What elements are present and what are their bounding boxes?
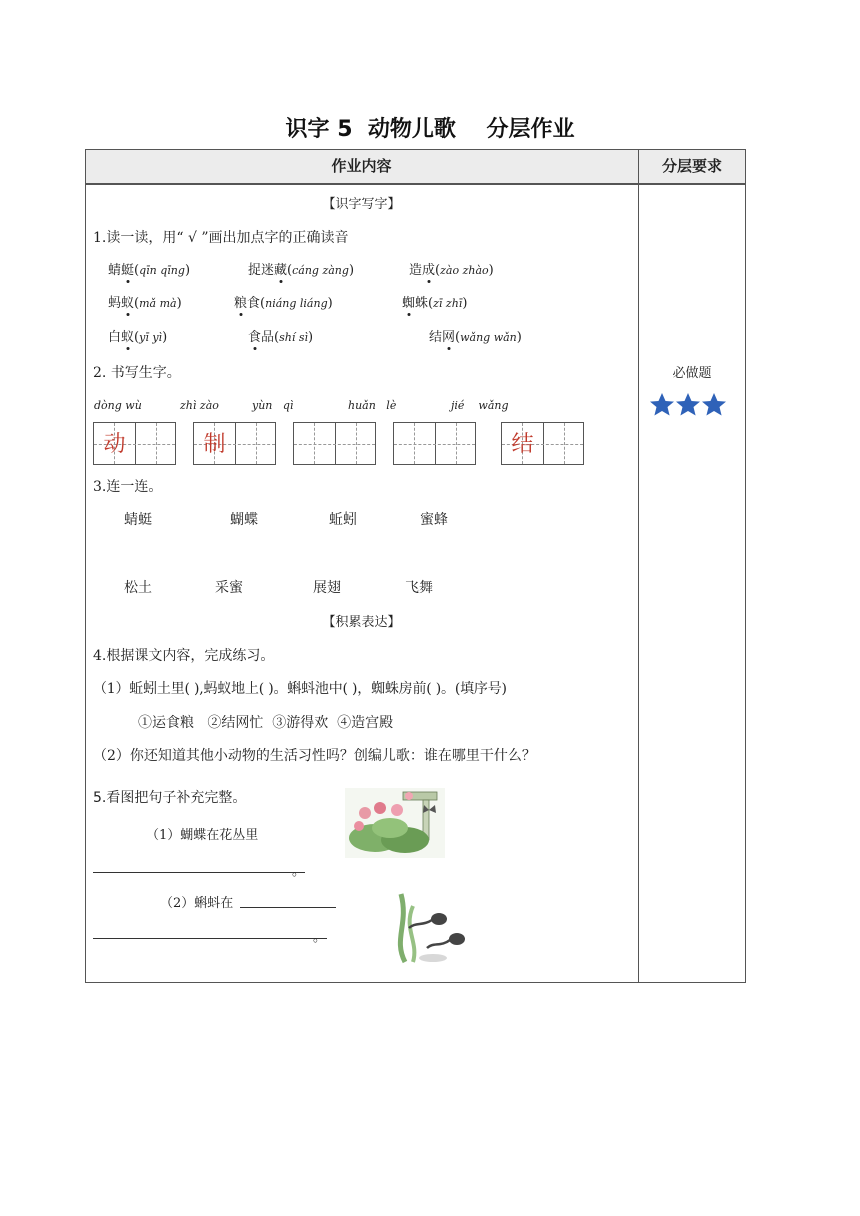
section-heading-literacy: 【识字写字】	[322, 197, 401, 212]
match-action[interactable]: 松土	[124, 580, 152, 596]
model-character: 制	[203, 432, 226, 457]
q4-line1: （1）蚯蚓土里( ),蚂蚁地上( )。蝌蚪池中( )，蜘蛛房前( )。(填序号)	[93, 681, 507, 697]
star-icon	[702, 393, 726, 416]
star-rating	[649, 390, 729, 420]
model-character: 结	[511, 432, 534, 457]
answer-line[interactable]	[240, 907, 336, 908]
q2-prompt: 2. 书写生字。	[93, 365, 181, 381]
model-character	[294, 423, 335, 466]
column-divider	[638, 149, 639, 983]
q5-sentence1: （1）蝴蝶在花丛里	[146, 828, 259, 843]
section-heading-expression: 【积累表达】	[322, 615, 401, 630]
match-action[interactable]: 展翅	[313, 580, 341, 596]
q1-item: 造成(zào zhào)	[409, 259, 494, 278]
writing-grid[interactable]	[93, 422, 176, 465]
match-insect[interactable]: 蜻蜓	[124, 512, 152, 528]
answer-line[interactable]	[93, 872, 305, 873]
q1-item: 蜘蛛(zī zhī)	[402, 292, 467, 311]
writing-grid[interactable]	[501, 422, 584, 465]
q1-prompt: 1.读一读，用“ √ ”画出加点字的正确读音	[93, 230, 349, 246]
answer-line[interactable]	[93, 938, 327, 939]
q4-prompt: 4.根据课文内容，完成练习。	[93, 648, 275, 664]
period: 。	[292, 864, 306, 879]
tadpole-illustration	[383, 884, 473, 964]
q2-pinyin: jié wǎng	[451, 399, 509, 412]
q4-line2: （2）你还知道其他小动物的生活习性吗？创编儿歌：谁在哪里干什么？	[93, 748, 536, 764]
header-level: 分层要求	[661, 157, 722, 175]
writing-grid[interactable]	[293, 422, 376, 465]
star-icon	[676, 393, 700, 416]
match-insect[interactable]: 蚯蚓	[329, 512, 357, 528]
match-insect[interactable]: 蜜蜂	[420, 512, 448, 528]
header-content: 作业内容	[331, 157, 392, 175]
q1-item: 粮食(niáng liáng)	[234, 292, 333, 311]
q1-item: 结网(wǎng wǎn)	[429, 326, 522, 345]
writing-grid[interactable]	[193, 422, 276, 465]
q2-pinyin: yùn qì	[252, 399, 294, 412]
match-action[interactable]: 采蜜	[215, 580, 243, 596]
star-icon	[650, 393, 674, 416]
q5-prompt: 5.看图把句子补充完整。	[93, 790, 247, 806]
q4-options: ①运食粮 ②结网忙 ③游得欢 ④造宫殿	[138, 715, 394, 731]
q5-sentence2: （2）蝌蚪在	[160, 896, 234, 911]
q2-pinyin: zhì zào	[180, 399, 219, 412]
q2-pinyin: dòng wù	[94, 399, 142, 412]
q1-item: 蚂蚁(mǎ mà)	[108, 292, 182, 311]
match-insect[interactable]: 蝴蝶	[230, 512, 258, 528]
q3-prompt: 3.连一连。	[93, 479, 163, 495]
level-label: 必做题	[672, 366, 712, 381]
model-character	[394, 423, 435, 466]
period: 。	[313, 930, 327, 945]
butterfly-flower-illustration	[345, 788, 445, 858]
q1-item: 白蚁(yī yì)	[108, 326, 167, 345]
q2-pinyin: huǎn lè	[348, 399, 397, 412]
q1-item: 食品(shí sì)	[248, 326, 313, 345]
header-divider	[85, 184, 746, 185]
model-character: 动	[103, 432, 126, 457]
q1-item: 捉迷藏(cáng zàng)	[248, 259, 354, 278]
page-title: 识字 5 动物儿歌 分层作业	[285, 117, 575, 142]
match-action[interactable]: 飞舞	[405, 580, 433, 596]
q1-item: 蜻蜓(qīn qīng)	[108, 259, 190, 278]
writing-grid[interactable]	[393, 422, 476, 465]
